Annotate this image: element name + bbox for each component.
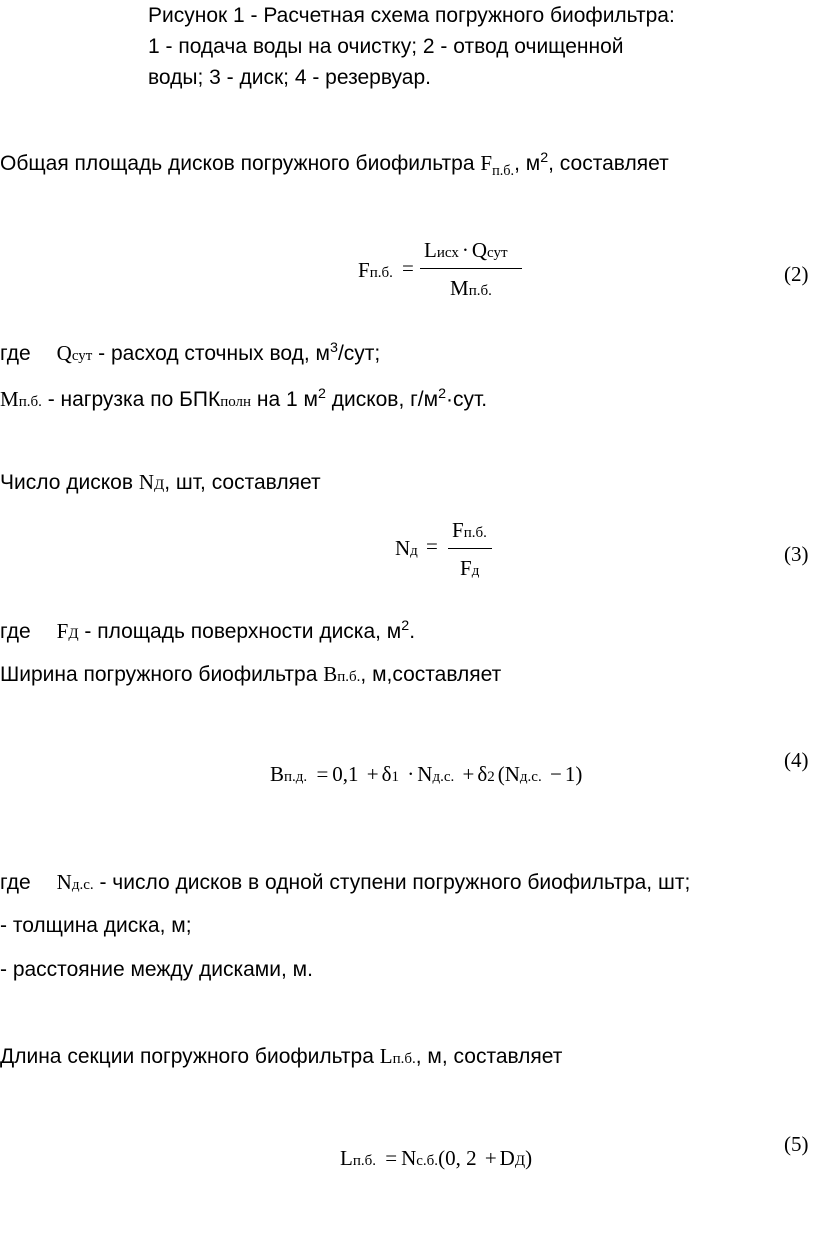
area-unit-exponent: 2	[540, 150, 549, 166]
figure-caption-line-1: Рисунок 1 - Расчетная схема погружного биофильтра:	[148, 4, 675, 27]
where4-line-1: где Nд.с. - число дисков в одной ступени погружного биофильтра, шт;	[0, 870, 691, 894]
area-intro-tail: , составляет	[548, 151, 669, 175]
eq4-expression: Bп.д. = 0,1 + δ1 · Nд.с. + δ2 (Nд.с. − 1)	[270, 762, 583, 786]
figure-caption-line-2: 1 - подача воды на очистку; 2 - отвод очищенной	[148, 35, 624, 58]
eq5-number: (5)	[784, 1132, 809, 1156]
area-intro-text: Общая площадь дисков погружного биофильтра	[0, 151, 481, 175]
eq4-number: (4)	[784, 748, 809, 772]
eq3-number: (3)	[784, 542, 809, 566]
where2-line-1: где Qсут - расход сточных вод, $м^3$/сут;	[0, 340, 381, 365]
eq5-expression: Lп.б. = Nс.б.(0, 2 + DД)	[340, 1146, 533, 1170]
eq2-lhs: Fп.б.	[358, 258, 393, 282]
eq2-numerator: Lисх · Qсут	[424, 238, 508, 262]
area-symbol: $F_{п.б.}$	[480, 150, 515, 179]
area-unit: , м	[514, 151, 541, 175]
count-intro-paragraph: Число дисков NД, шт, составляет	[0, 470, 321, 494]
eq2-denominator: Mп.б.	[450, 276, 492, 300]
where3-line: где FД - площадь поверхности диска, $м^2$.	[0, 618, 416, 643]
where4-line-2: - толщина диска, м;	[0, 914, 192, 937]
eq3-fraction-bar	[448, 548, 492, 549]
eq2-fraction-bar	[420, 268, 522, 269]
eq3-lhs: Nд	[395, 536, 418, 560]
where2-line-2: Mп.б. - нагрузка по БПКполн на 1 $м^2$ дисков, $г/м^2\cdot сут$.	[0, 386, 488, 411]
eq3-numerator: Fп.б.	[452, 518, 487, 542]
area-intro-paragraph	[0, 150, 669, 180]
length-intro-paragraph: Длина секции погружного биофильтра Lп.б., м, составляет	[0, 1044, 563, 1068]
where4-line-3: - расстояние между дисками, м.	[0, 958, 313, 981]
eq2-equals: =	[402, 256, 414, 280]
width-intro-paragraph: Ширина погружного биофильтра Bп.б., м,составляет	[0, 662, 502, 686]
eq2-number: (2)	[784, 262, 809, 286]
figure-caption-line-3: воды; 3 - диск; 4 - резервуар.	[148, 66, 431, 89]
eq3-denominator: Fд	[460, 556, 480, 580]
eq3-equals: =	[426, 534, 438, 558]
